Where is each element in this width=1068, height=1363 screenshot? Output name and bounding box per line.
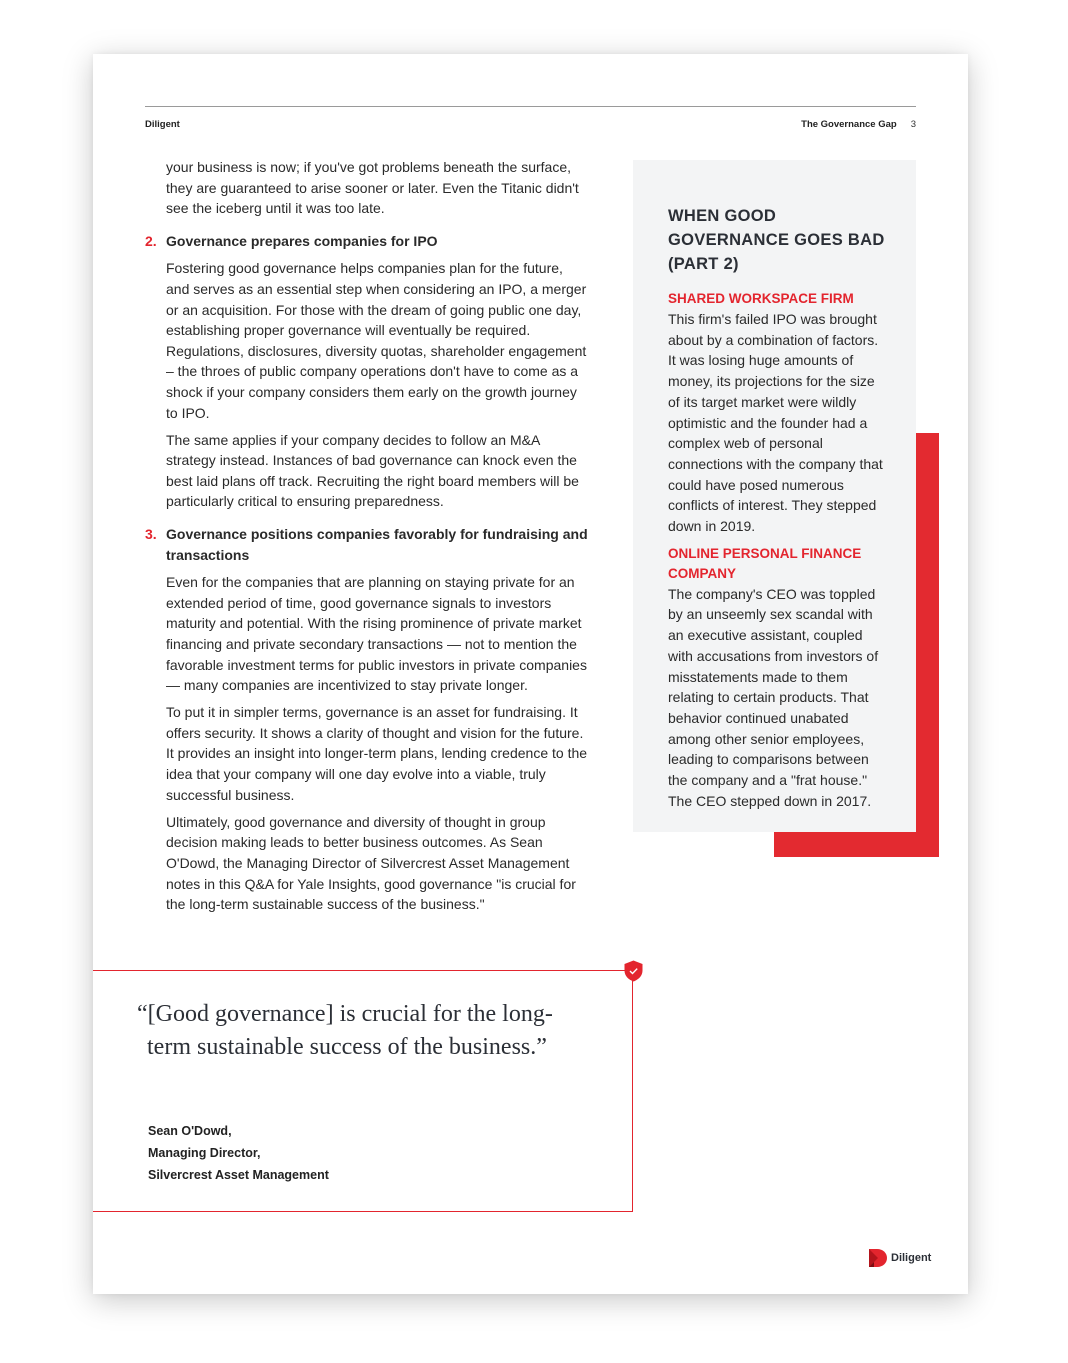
logo-text: Diligent	[891, 1252, 932, 1264]
paragraph: Even for the companies that are planning on staying private for an extended period of time, good governance signals to investors maturity and potential. With the rising prominence of private market financing and private secondary transactions — not to mention the favorable investment terms for public investors in private companies — many companies are incentivized to stay private longer.	[166, 574, 587, 694]
header-doc-title: The Governance Gap	[801, 119, 897, 130]
header-brand: Diligent	[145, 119, 180, 130]
sidebar-box	[633, 160, 916, 832]
list-heading: Governance positions companies favorably for fundraising and transactions	[166, 526, 588, 563]
main-column	[145, 157, 589, 921]
page-number: 3	[910, 119, 916, 130]
paragraph: To put it in simpler terms, governance is an asset for fundraising. It offers security. It shows a clarity of thought and vision for the future. It provides an insight into longer-term plans, lending credence to the idea that your company will one day evolve into a viable, truly successful business.	[166, 704, 588, 803]
diligent-logo	[868, 1248, 931, 1268]
attribution-role: Managing Director,	[148, 1146, 261, 1160]
shield-check-icon	[624, 960, 643, 982]
diligent-logo-icon	[868, 1248, 888, 1268]
attribution-name: Sean O'Dowd,	[148, 1124, 232, 1138]
quote-attribution	[148, 1120, 329, 1186]
sidebar-title: WHEN GOOD GOVERNANCE GOES BAD (PART 2)	[668, 207, 885, 273]
header-doc-info	[801, 119, 916, 130]
list-item-heading-2	[145, 231, 589, 252]
list-number: 3.	[145, 526, 157, 542]
sidebar-case-body: This firm's failed IPO was brought about by a combination of factors. It was losing huge amounts of money, its projections for the size of its target market were wildly optimistic and the founder had a complex web of personal connections with the company that could have posed numerous conflicts of interest. They stepped down in 2019.	[668, 311, 883, 535]
intro-paragraph: your business is now; if you've got problems beneath the surface, they are guaranteed to arise sooner or later. Even the Titanic didn't see the iceberg until it was too late.	[166, 159, 579, 217]
sidebar-case-body: The company's CEO was toppled by an unseemly sex scandal with an executive assistant, coupled with accusations from investors of misstatements made to them relating to certain products. That behavior continued unabated among other senior employees, leading to comparisons between the company and a "frat house." The CEO stepped down in 2017.	[668, 585, 879, 809]
paragraph: Ultimately, good governance and diversity of thought in group decision making leads to better business outcomes. As Sean O'Dowd, the Managing Director of Silvercrest Asset Management notes in this Q&A for Yale Insights, good governance "is crucial for the long-term sustainable success of the business."	[166, 813, 576, 913]
paragraph: Fostering good governance helps companies plan for the future, and serves as an essential step when considering an IPO, a merger or an acquisition. For those with the dream of going public one day, establishing proper governance will eventually be required. Regulations, disclosures, diversity quotas, shareholder engagement – the throes of public company operations don't have to come as a shock if your company considers them early on the growth journey to IPO.	[166, 260, 587, 421]
pull-quote-text: “[Good governance] is crucial for the long-term sustainable success of the business.”	[137, 1001, 553, 1060]
list-item-heading-3	[145, 524, 589, 565]
sidebar-case-heading: ONLINE PERSONAL FINANCE COMPANY	[668, 545, 862, 581]
attribution-company: Silvercrest Asset Management	[148, 1168, 329, 1182]
list-number: 2.	[145, 232, 157, 249]
sidebar-case-heading: SHARED WORKSPACE FIRM	[668, 291, 854, 306]
list-heading: Governance prepares companies for IPO	[166, 232, 438, 249]
document-page	[93, 54, 968, 1294]
paragraph: The same applies if your company decides to follow an M&A strategy instead. Instances of bad governance can knock even the best laid plans off track. Recruiting the right board members will be particularly critical to ensuring preparedness.	[166, 431, 579, 510]
header-rule	[145, 106, 916, 107]
